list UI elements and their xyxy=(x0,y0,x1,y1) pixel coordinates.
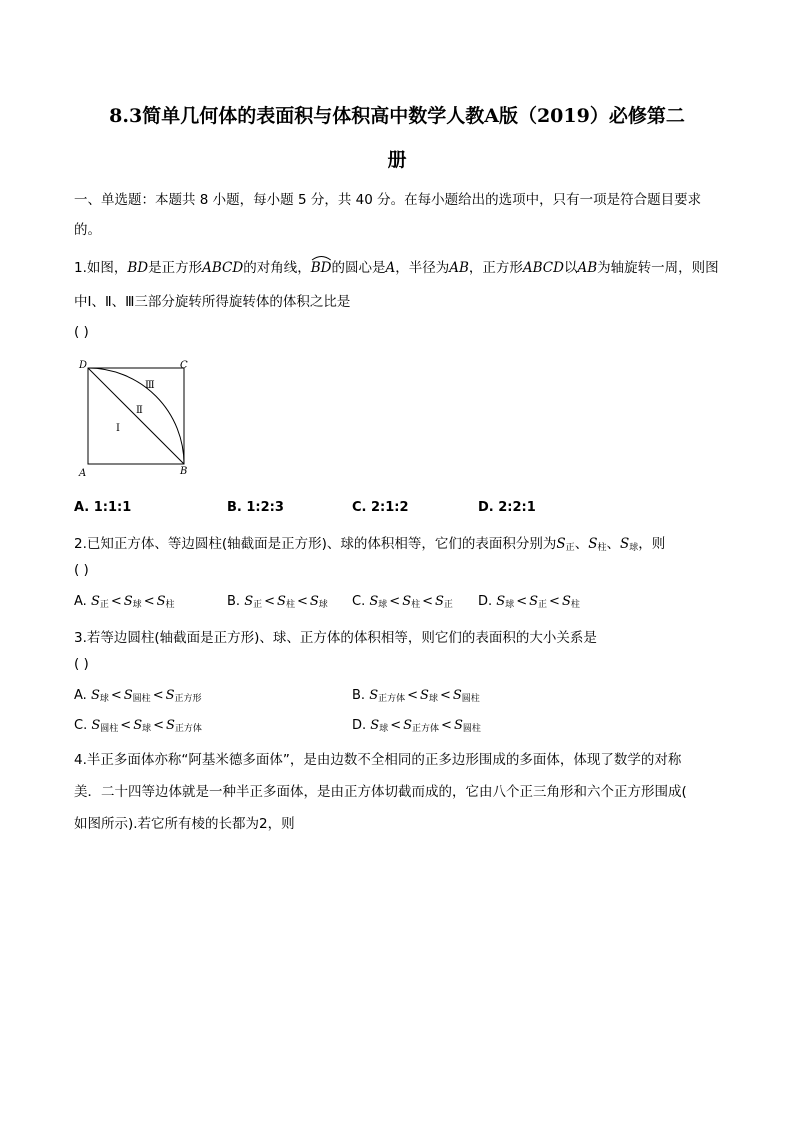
label-d: D xyxy=(79,360,88,371)
question-1-option-c: C. 2:1:2 xyxy=(352,500,409,515)
label-a: A xyxy=(79,468,87,479)
square-arc-figure xyxy=(74,356,198,480)
arc-bd: BD xyxy=(311,260,332,276)
question-1-line1: 1.如图，BD是正方形ABCD的对角线， BD的圆心是A，半径为AB，正方形ABCD以AB为轴旋转一周，则图 xyxy=(74,256,719,276)
question-2-option-c: C. $S_球 < S_柱 < S_正$ xyxy=(352,594,453,610)
question-3-paren: ( ) xyxy=(74,656,89,672)
question-2-paren: ( ) xyxy=(74,562,89,578)
question-2-option-b: B. $S_正 < S_柱 < S_球$ xyxy=(227,594,328,610)
question-3-option-a: A. $S_球 < S_{圆柱} < S_{正方形}$ xyxy=(74,688,202,704)
question-3-option-b: B. $S_{正方体} < S_球 < S_{圆柱}$ xyxy=(352,688,480,704)
question-1-paren: ( ) xyxy=(74,324,89,340)
question-4-line3: 如图所示).若它所有棱的长都为2，则 xyxy=(74,816,295,832)
question-1-option-b: B. 1:2:3 xyxy=(227,500,284,515)
section-heading-line1: 一、单选题：本题共 8 小题，每小题 5 分，共 40 分。在每小题给出的选项中，只有一项是符合题目要求 xyxy=(74,192,702,208)
section-heading-line2: 的。 xyxy=(74,222,101,238)
region-i-label: Ⅰ xyxy=(116,423,120,434)
region-iii-label: Ⅲ xyxy=(145,380,155,391)
document-title-line2: 册 xyxy=(387,149,407,171)
question-4-line1: 4.半正多面体亦称“阿基米德多面体”，是由边数不全相同的正多边形围成的多面体，体现了数学的对称 xyxy=(74,752,682,768)
question-4-line2: 美．二十四等边体就是一种半正多面体，是由正方体切截而成的，它由八个正三角形和六个正方形围成( xyxy=(74,784,687,800)
document-title-line1: 8.3简单几何体的表面积与体积高中数学人教A版（2019）必修第二 xyxy=(109,105,685,127)
question-1-option-a: A. 1:1:1 xyxy=(74,500,132,515)
question-3-option-c: C. $S_{圆柱} < S_球 < S_{正方体}$ xyxy=(74,718,202,734)
question-1-option-d: D. 2:2:1 xyxy=(478,500,536,515)
question-1-line2: 中Ⅰ、Ⅱ、Ⅲ三部分旋转所得旋转体的体积之比是 xyxy=(74,294,351,310)
diagonal-bd xyxy=(88,368,184,464)
question-2-option-a: A. $S_正 < S_球 < S_柱$ xyxy=(74,594,175,610)
region-ii-label: Ⅱ xyxy=(136,405,143,416)
label-c: C xyxy=(180,360,188,371)
question-3-line1: 3.若等边圆柱(轴截面是正方形)、球、正方体的体积相等，则它们的表面积的大小关系是 xyxy=(74,630,597,646)
question-3-option-d: D. $S_球 < S_{正方体} < S_{圆柱}$ xyxy=(352,718,481,734)
question-2-line1: 2.已知正方体、等边圆柱(轴截面是正方形)、球的体积相等，它们的表面积分别为$S_正$、$S_柱$、$S_球$，则 xyxy=(74,536,666,553)
label-b: B xyxy=(180,466,188,477)
question-2-option-d: D. $S_球 < S_正 < S_柱$ xyxy=(478,594,580,610)
